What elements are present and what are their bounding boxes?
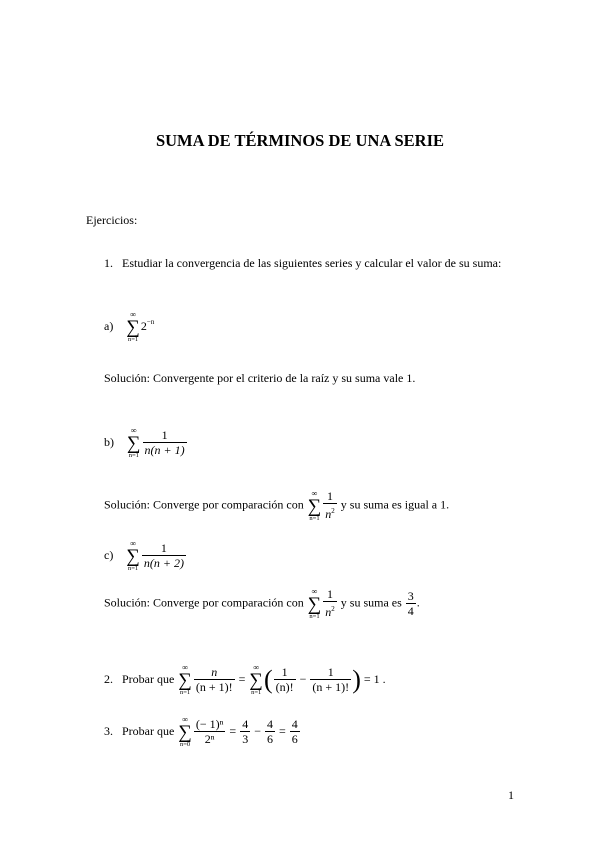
sum-sign: ∞ ∑ n=1 (307, 488, 322, 522)
exercise-text: Estudiar la convergencia de las siguientes series y calcular el valor de su suma: (122, 256, 502, 270)
exercise-text: Probar que (122, 723, 175, 738)
page-number: 1 (508, 788, 514, 802)
fraction: $\frac{4}{6}$ (291, 717, 298, 746)
series-b (104, 427, 188, 459)
sum-sign: ∞ ∑ n=1 (178, 663, 192, 696)
power-exponent: −n (146, 317, 155, 326)
exercise-number: 1. (104, 256, 113, 270)
solution-c: Solución: Converge por comparación con ∞ ∑ n=1 $\frac{1}{n^2}$ y su suma es $\frac{3}{4}$ . (104, 586, 420, 620)
sum-sign: ∞ ∑ n=0 (178, 715, 192, 748)
fraction: $\frac{4}{6}$ (266, 717, 273, 746)
sum-sign: ∞ ∑ n=1 (127, 426, 141, 459)
result-fraction: $\frac{3}{4}$ (407, 588, 414, 618)
exercise-number: 3. (104, 723, 113, 738)
sum-sign: ∞ ∑ n=1 (126, 310, 140, 343)
solution-a: Solución: Convergente por el criterio de la raíz y su suma vale 1. (104, 371, 416, 385)
section-heading: Ejercicios: (86, 213, 138, 227)
fraction: $\frac{1}{n(n + 2)}$ (143, 541, 184, 570)
label-a: a) (104, 318, 114, 333)
fraction: $\frac{1}{(n)!}$ (275, 665, 294, 694)
fraction: $\frac{4}{3}$ (242, 717, 249, 746)
label-b: b) (104, 434, 114, 449)
power-base: 2 (140, 318, 147, 333)
fraction: $\frac{1}{(n + 1)!}$ (312, 665, 350, 694)
fraction: $\frac{\text{(− 1)ⁿ}}{\text{2ⁿ}}$ (195, 717, 224, 746)
fraction: $\frac{n}{(n + 1)!}$ (195, 665, 233, 694)
label-c: c) (104, 547, 114, 562)
series-a (104, 311, 154, 343)
solution-b: Solución: Converge por comparación con ∞ ∑ n=1 $\frac{1}{n^2}$ y su suma es igual a 1. (104, 488, 450, 522)
page-title: SUMA DE TÉRMINOS DE UNA SERIE (155, 131, 445, 150)
exercise-1 (104, 256, 501, 271)
exercise-2: 2. Probar que ∞ ∑ n=1 $\frac{n}{(n + 1)!}$ = ∞ ∑ n=1 ( $\frac{1}{(n)!}$ − $\frac{1}{(n + 1)!}$ ) = 1 . (104, 663, 386, 696)
fraction: $\frac{1}{n(n + 1)}$ (144, 428, 185, 457)
exercise-text: Probar que (122, 671, 175, 686)
fraction: $\frac{1}{n^2}$ (325, 489, 335, 521)
series-c (104, 540, 187, 572)
sum-sign: ∞ ∑ n=1 (126, 539, 140, 572)
fraction: $\frac{1}{n^2}$ (325, 587, 335, 619)
exercise-number: 2. (104, 671, 113, 686)
exercise-3: 3. Probar que ∞ ∑ n=0 $\frac{\text{(− 1)ⁿ}}{\text{2ⁿ}}$ = $\frac{4}{3}$ − $\frac{4}{6}$ = $\frac{4}{6}$ (104, 715, 298, 748)
sum-sign: ∞ ∑ n=1 (307, 586, 322, 620)
sum-sign: ∞ ∑ n=1 (249, 663, 263, 696)
